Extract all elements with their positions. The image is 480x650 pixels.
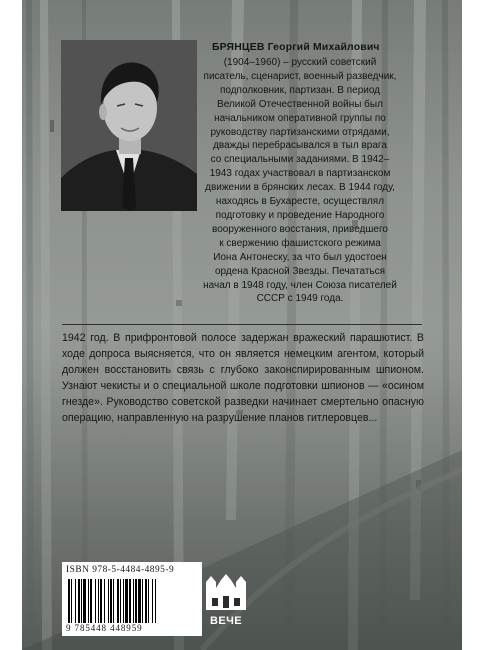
barcode bbox=[66, 579, 198, 623]
author-biography bbox=[202, 56, 398, 306]
bio-line: подполковник, партизан. В период bbox=[219, 84, 381, 96]
bio-line: (1904–1960) – русский советский bbox=[223, 57, 377, 68]
bio-line: движении в брянских лесах. В 1944 году, bbox=[205, 182, 395, 194]
bio-line: находясь в Бухаресте, осуществлял bbox=[215, 196, 385, 208]
bio-line: 1943 годах участвовал в партизанском bbox=[209, 168, 391, 180]
bio-line: Великой Отечественной войны был bbox=[217, 98, 383, 110]
bio-line: вооруженного восстания, приведшего bbox=[212, 223, 388, 235]
bio-line: подготовку и проведение Народного bbox=[215, 209, 385, 221]
isbn-barcode-block bbox=[62, 562, 202, 636]
publisher-name: ВЕЧЕ bbox=[210, 615, 242, 627]
barcode-digits: 9 785448 448959 bbox=[66, 623, 143, 633]
publisher-logo bbox=[202, 572, 250, 628]
bio-line: руководству партизанскими отрядами, bbox=[210, 126, 390, 138]
book-back-cover bbox=[22, 0, 462, 650]
bio-line: СССР с 1949 года. bbox=[256, 293, 344, 305]
bio-line: ордена Красной Звезды. Печататься bbox=[214, 265, 386, 277]
section-divider bbox=[62, 324, 422, 325]
bio-line: дважды перебрасывался в тыл врага bbox=[213, 140, 387, 152]
bio-line: писатель, сценарист, военный разведчик, bbox=[203, 70, 397, 82]
bio-line: начал в 1948 году, член Союза писателей bbox=[203, 279, 397, 291]
bio-line: Иона Антонеску, за что был удостоен bbox=[213, 251, 387, 263]
bio-line: к свержению фашистского режима bbox=[219, 237, 381, 249]
book-annotation: 1942 год. В прифронтовой полосе задержан вражеский парашютист. В ходе допроса выясняется, что он является немецким агентом, который должен восстановить связь с глубоко законспирированным шпионом. Узнают чекисты и о специальной школе подготовки шпионов — «осином гнезде». Руководство советской разведки начинает смертельно опасную операцию, направленную на разрушение планов гитлеровцев... bbox=[62, 332, 424, 425]
isbn-number: ISBN 978-5-4484-4895-9 bbox=[66, 565, 175, 575]
bio-line: начальником оперативной группы по bbox=[214, 112, 386, 124]
bio-line: со специальными заданиями. В 1942– bbox=[210, 154, 390, 166]
author-portrait-photo bbox=[61, 40, 197, 211]
author-name-heading: БРЯНЦЕВ Георгий Михайлович bbox=[212, 42, 380, 53]
